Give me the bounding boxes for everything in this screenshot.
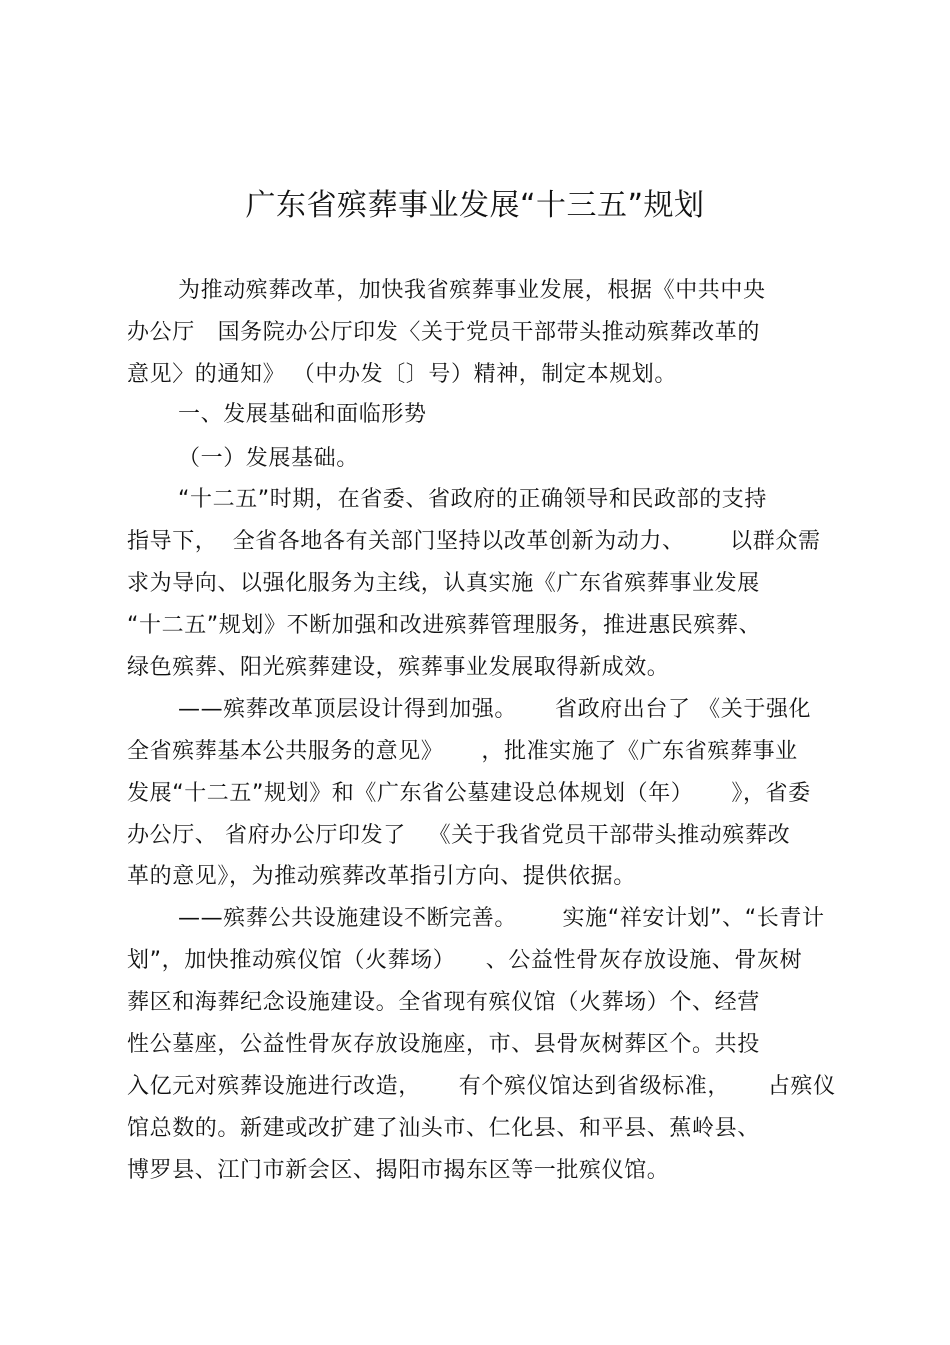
paragraph-line: 划”，加快推动殡仪馆（火葬场） 、公益性骨灰存放设施、骨灰树 xyxy=(127,948,803,973)
paragraph-line: 意见〉的通知》 （中办发〔〕号）精神，制定本规划。 xyxy=(127,362,677,387)
subsection-heading: （一）发展基础。 xyxy=(178,446,359,471)
paragraph-line: ——殡葬公共设施建设不断完善。 实施“祥安计划”、“长青计 xyxy=(178,906,825,931)
paragraph-line: 发展“十二五”规划》和《广东省公墓建设总体规划（年） 》，省委 xyxy=(127,781,811,806)
paragraph-line: 求为导向、以强化服务为主线，认真实施《广东省殡葬事业发展 xyxy=(127,571,760,596)
paragraph-line: 绿色殡葬、阳光殡葬建设，殡葬事业发展取得新成效。 xyxy=(127,655,670,680)
paragraph-line: “十二五”时期，在省委、省政府的正确领导和民政部的支持 xyxy=(178,487,767,512)
paragraph-line: 葬区和海葬纪念设施建设。全省现有殡仪馆（火葬场）个、经营 xyxy=(127,990,760,1015)
paragraph-line: 全省殡葬基本公共服务的意见》 ，批准实施了《广东省殡葬事业 xyxy=(127,739,798,764)
paragraph-line: 办公厅 国务院办公厅印发〈关于党员干部带头推动殡葬改革的 xyxy=(127,320,760,345)
paragraph-line: 入亿元对殡葬设施进行改造， 有个殡仪馆达到省级标准， 占殡仪 xyxy=(127,1074,836,1099)
paragraph-line: 为推动殡葬改革，加快我省殡葬事业发展，根据《中共中央 xyxy=(178,278,766,303)
paragraph-line: 指导下， 全省各地各有关部门坚持以改革创新为动力、 以群众需 xyxy=(127,529,821,554)
section-heading: 一、发展基础和面临形势 xyxy=(178,402,427,427)
paragraph-line: 性公墓座，公益性骨灰存放设施座，市、县骨灰树葬区个。共投 xyxy=(127,1032,760,1057)
paragraph-line: 办公厅、 省府办公厅印发了 《关于我省党员干部带头推动殡葬改 xyxy=(127,823,791,848)
paragraph-line: 馆总数的。新建或改扩建了汕头市、仁化县、和平县、蕉岭县、 xyxy=(127,1116,760,1141)
paragraph-line: 革的意见》，为推动殡葬改革指引方向、提供依据。 xyxy=(127,864,636,889)
document-title: 广东省殡葬事业发展“十三五”规划 xyxy=(245,188,705,223)
paragraph-line: ——殡葬改革顶层设计得到加强。 省政府出台了 《关于强化 xyxy=(178,697,812,722)
paragraph-line: 博罗县、江门市新会区、揭阳市揭东区等一批殡仪馆。 xyxy=(127,1158,670,1183)
paragraph-line: “十二五”规划》不断加强和改进殡葬管理服务，推进惠民殡葬、 xyxy=(127,613,762,638)
